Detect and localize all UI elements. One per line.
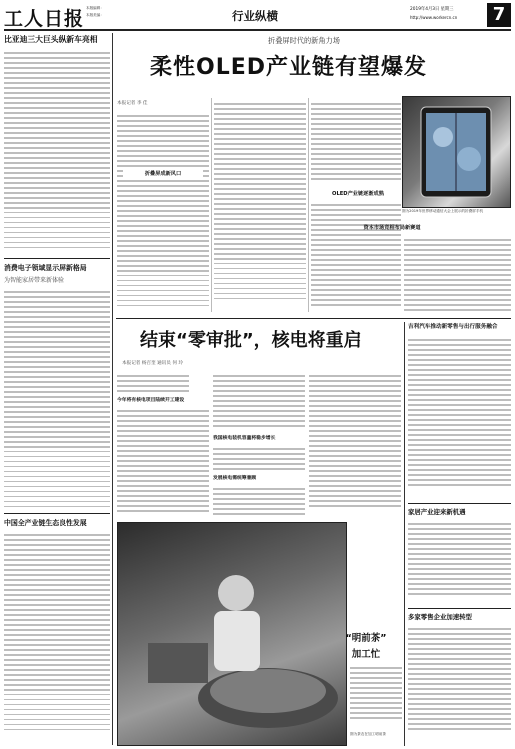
feature-photo	[402, 96, 511, 208]
nuclear-body-col2b	[213, 485, 305, 519]
nuclear-subhead-2: 我国核电装机容量将稳步增长	[213, 436, 276, 441]
right-story2-body	[408, 520, 511, 606]
tea-worker-illustration	[118, 523, 347, 746]
feature-byline: 本报记者 李 佳	[117, 101, 148, 106]
nuclear-subhead-1: 今年将有核电项目陆续开工建设	[117, 398, 185, 403]
designer-credit: 本版美编：	[86, 13, 104, 17]
feature-col-divider-1	[211, 98, 212, 312]
left-section-rule-2	[4, 513, 110, 514]
nuclear-byline: 本报记者 杨召奎 通讯员 何 玲	[122, 361, 183, 366]
editor-credit: 本版编辑：	[86, 6, 104, 10]
left-mid-body	[4, 288, 110, 510]
nuclear-body-col2-top	[213, 372, 305, 432]
issue-date: 2019年4月3日 星期三	[410, 7, 454, 12]
left-section-rule-1	[4, 258, 110, 259]
column-divider-right	[404, 322, 405, 746]
right-story1-body	[408, 336, 511, 500]
tea-caption-title-line2: 加工忙	[351, 649, 381, 660]
feature-subhead-1: OLED产业链逐渐成熟	[332, 191, 384, 197]
header-rule	[4, 29, 511, 31]
tea-photo-note: 图为茶农在加工明前茶	[350, 732, 386, 736]
nuclear-body-col2	[213, 445, 305, 471]
right-story1-headline: 吉利汽车推动新零售与出行服务融合	[408, 324, 498, 330]
feature-subhead-2: 折叠屏成新风口	[123, 170, 203, 179]
nuclear-body-col3	[309, 372, 401, 519]
feature-body-col3-bottom	[311, 201, 401, 312]
nuclear-body-col1-top	[117, 372, 189, 394]
tea-caption-title-line1: “明前茶”	[345, 633, 387, 644]
left-bottom-body	[4, 531, 110, 745]
website-url: http://www.workercn.cn	[410, 15, 458, 20]
feature-body-col1	[117, 112, 209, 312]
tea-photo	[117, 522, 347, 746]
left-bottom-headline: 中国全产业链生态良性发展	[4, 519, 87, 527]
masthead: 工人日报	[4, 8, 84, 28]
feature-col-divider-2	[308, 98, 309, 312]
right-story2-headline: 家居产业迎来新机遇	[408, 508, 466, 516]
feature-bottom-rule	[116, 318, 511, 319]
left-mid-headline: 消费电子领域显示屏新格局	[4, 264, 87, 272]
left-mid-subheadline: 为智能家居带来新体验	[4, 277, 65, 284]
feature-body-col3-top	[311, 100, 401, 188]
right-rule-2	[408, 608, 511, 609]
right-rule-1	[408, 503, 511, 504]
phone-illustration	[403, 97, 511, 208]
right-story3-body	[408, 625, 511, 745]
column-divider-left	[112, 33, 113, 745]
left-lead-body	[4, 49, 110, 255]
feature-photo-caption: 图为2019年世界移动通信大会上展示的折叠屏手机	[402, 209, 484, 213]
feature-body-col4	[404, 236, 511, 312]
right-story3-headline: 多家零售企业加速转型	[408, 613, 472, 621]
feature-body-col2	[214, 100, 306, 312]
page-number-box: 7	[487, 3, 511, 27]
nuclear-body-col1	[117, 407, 209, 519]
section-title: 行业纵横	[232, 9, 278, 23]
feature-headline: 柔性OLED产业链有望爆发	[150, 55, 428, 80]
left-lead-headline: 比亚迪三大巨头纵新车亮相	[4, 35, 98, 44]
feature-kicker: 折叠屏时代的新角力场	[268, 36, 340, 45]
nuclear-headline: 结束“零审批”，核电将重启	[140, 330, 362, 351]
nuclear-subhead-3: 发展核电需统筹兼顾	[213, 476, 257, 481]
feature-subhead-3: 资本市场竞相布局新赛道	[363, 225, 421, 231]
